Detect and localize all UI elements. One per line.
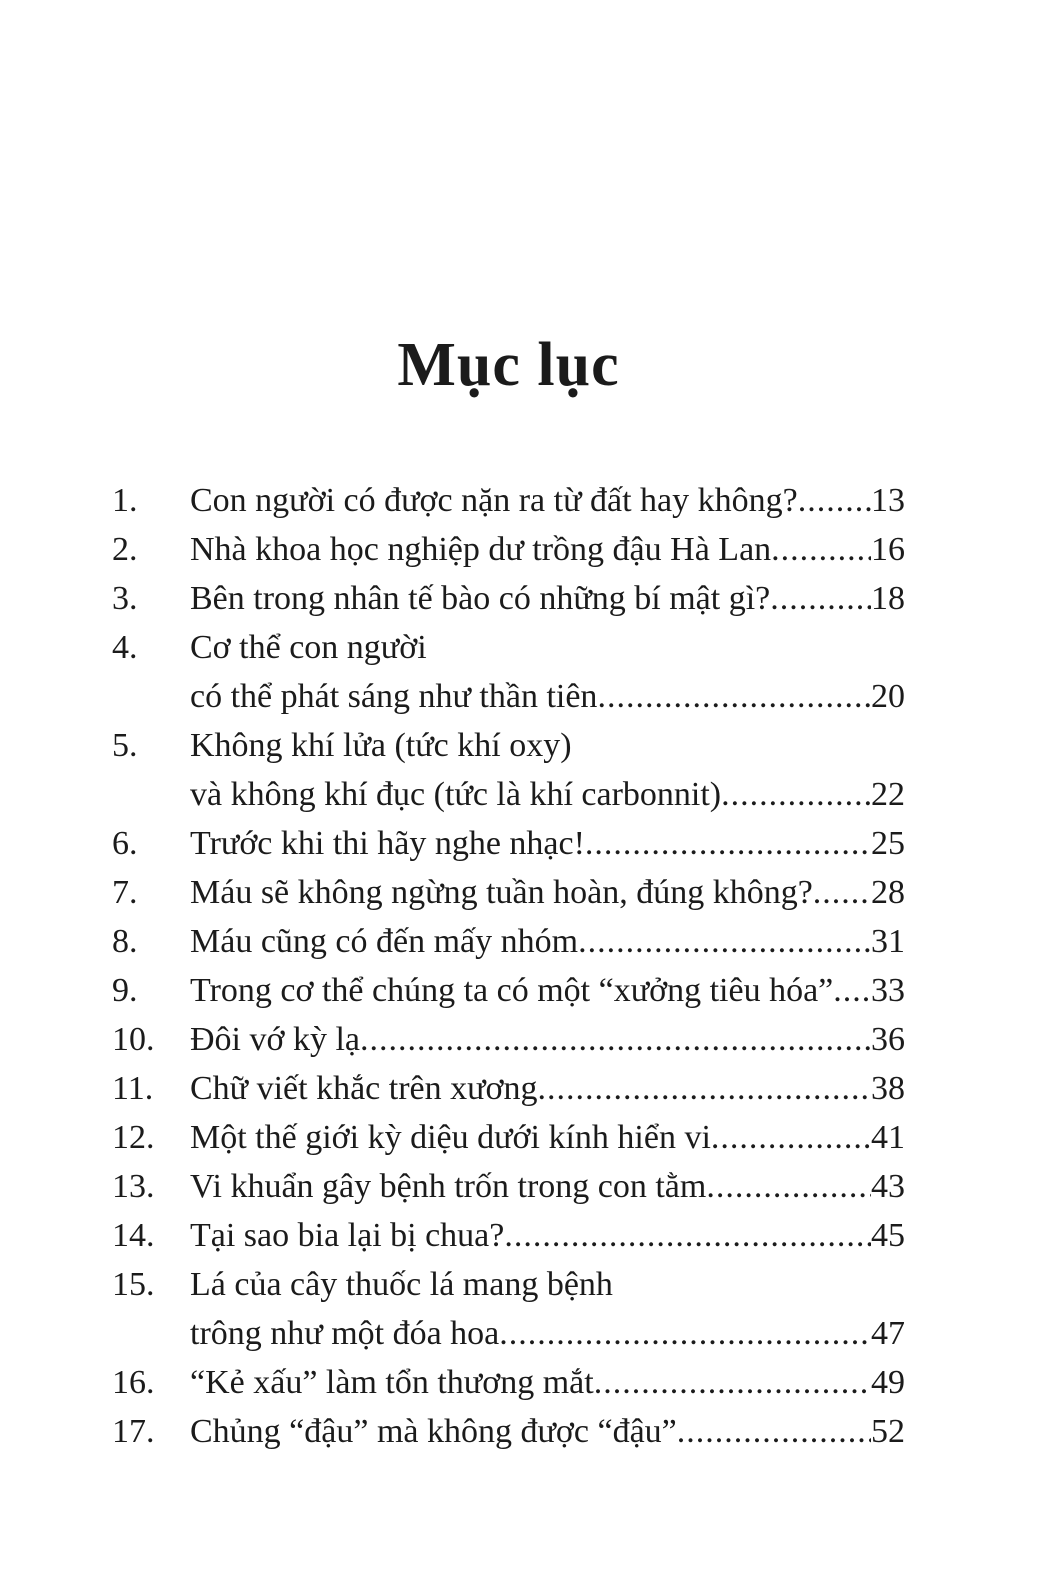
entry-body (190, 868, 905, 917)
page-number: 13 (871, 482, 905, 519)
entry-body (190, 1211, 905, 1260)
page-number: 43 (871, 1168, 905, 1205)
dot-leader (770, 574, 871, 623)
entry-body (190, 1015, 905, 1064)
entry-number: 2. (112, 531, 138, 568)
page-number: 25 (871, 825, 905, 862)
toc-entry (112, 819, 905, 868)
toc-entry (112, 721, 905, 819)
entry-number: 16. (112, 1364, 155, 1401)
page-number: 16 (871, 531, 905, 568)
entry-body (190, 721, 905, 819)
entry-title: Đôi vớ kỳ lạ (190, 1021, 361, 1058)
entry-body (190, 574, 905, 623)
page-number: 18 (871, 580, 905, 617)
dot-leader (798, 476, 871, 525)
entry-number: 17. (112, 1413, 155, 1450)
entry-body (190, 819, 905, 868)
dot-leader (360, 1015, 871, 1064)
entry-body (190, 1358, 905, 1407)
dot-leader (594, 1358, 871, 1407)
entry-body (190, 525, 905, 574)
entry-body (190, 623, 905, 721)
entry-number: 4. (112, 629, 138, 666)
toc-entry (112, 623, 905, 721)
entry-title: Con người có được nặn ra từ đất hay không? (190, 482, 798, 519)
entry-number: 11. (112, 1070, 154, 1107)
page-number: 49 (871, 1364, 905, 1401)
entry-number: 12. (112, 1119, 155, 1156)
entry-title: Trước khi thi hãy nghe nhạc! (190, 825, 585, 862)
dot-leader (706, 1162, 871, 1211)
entry-number: 10. (112, 1021, 155, 1058)
page-number: 28 (871, 874, 905, 911)
page-number: 36 (871, 1021, 905, 1058)
entry-title: Tại sao bia lại bị chua? (190, 1217, 505, 1254)
entry-title: Chủng “đậu” mà không được “đậu” (190, 1413, 677, 1450)
dot-leader (677, 1407, 871, 1456)
entry-title: Máu sẽ không ngừng tuần hoàn, đúng không? (190, 874, 813, 911)
entry-title: Một thế giới kỳ diệu dưới kính hiển vi (190, 1119, 711, 1156)
toc-entry (112, 1064, 905, 1113)
page-number: 31 (871, 923, 905, 960)
entry-body (190, 917, 905, 966)
dot-leader (813, 868, 871, 917)
entry-body (190, 1113, 905, 1162)
dot-leader (597, 672, 871, 721)
entry-title: Không khí lửa (tức khí oxy) (190, 727, 572, 764)
page-number: 52 (871, 1413, 905, 1450)
entry-title: Lá của cây thuốc lá mang bệnh (190, 1266, 613, 1303)
page-number: 20 (871, 678, 905, 715)
entry-title-continued: có thể phát sáng như thần tiên (190, 678, 598, 715)
entry-number: 14. (112, 1217, 155, 1254)
toc-entry (112, 1407, 905, 1456)
entry-number: 3. (112, 580, 138, 617)
entry-number: 6. (112, 825, 138, 862)
page-number: 22 (871, 776, 905, 813)
entry-body (190, 966, 905, 1015)
entry-number: 13. (112, 1168, 155, 1205)
toc-entry (112, 1162, 905, 1211)
page-number: 47 (871, 1315, 905, 1352)
dot-leader (585, 819, 871, 868)
toc-entry (112, 525, 905, 574)
dot-leader (504, 1211, 871, 1260)
entry-title: Vi khuẩn gây bệnh trốn trong con tằm (190, 1168, 707, 1205)
toc-entry (112, 1113, 905, 1162)
entry-number: 1. (112, 482, 138, 519)
entry-body (190, 1162, 905, 1211)
entry-title: Cơ thể con người (190, 629, 427, 666)
page-number: 41 (871, 1119, 905, 1156)
toc-entry (112, 1260, 905, 1358)
page-number: 45 (871, 1217, 905, 1254)
entry-number: 5. (112, 727, 138, 764)
toc-entry (112, 966, 905, 1015)
dot-leader (538, 1064, 871, 1113)
page-number: 33 (871, 972, 905, 1009)
entry-title: “Kẻ xấu” làm tổn thương mắt (190, 1364, 594, 1401)
dot-leader (711, 1113, 871, 1162)
dot-leader (578, 917, 871, 966)
toc-entry (112, 476, 905, 525)
entry-number: 9. (112, 972, 138, 1009)
entry-body (190, 1064, 905, 1113)
entry-body (190, 1260, 905, 1358)
toc-entry (112, 1358, 905, 1407)
entry-title: Nhà khoa học nghiệp dư trồng đậu Hà Lan (190, 531, 772, 568)
dot-leader (771, 525, 871, 574)
entry-number: 15. (112, 1266, 155, 1303)
entry-number: 7. (112, 874, 138, 911)
table-of-contents (112, 476, 905, 1456)
entry-body (190, 476, 905, 525)
toc-entry (112, 574, 905, 623)
entry-title-continued: và không khí đục (tức là khí carbonnit) (190, 776, 722, 813)
page-title: Mục lục (397, 331, 620, 399)
entry-title-continued: trông như một đóa hoa (190, 1315, 500, 1352)
entry-title: Trong cơ thể chúng ta có một “xưởng tiêu hóa” (190, 972, 834, 1009)
dot-leader (833, 966, 871, 1015)
entry-title: Máu cũng có đến mấy nhóm (190, 923, 579, 960)
entry-title: Chữ viết khắc trên xương (190, 1070, 538, 1107)
toc-entry (112, 1211, 905, 1260)
toc-entry (112, 868, 905, 917)
entry-number: 8. (112, 923, 138, 960)
entry-title: Bên trong nhân tế bào có những bí mật gì? (190, 580, 771, 617)
entry-body (190, 1407, 905, 1456)
toc-entry (112, 917, 905, 966)
toc-entry (112, 1015, 905, 1064)
dot-leader (499, 1309, 871, 1358)
page-number: 38 (871, 1070, 905, 1107)
dot-leader (721, 770, 871, 819)
